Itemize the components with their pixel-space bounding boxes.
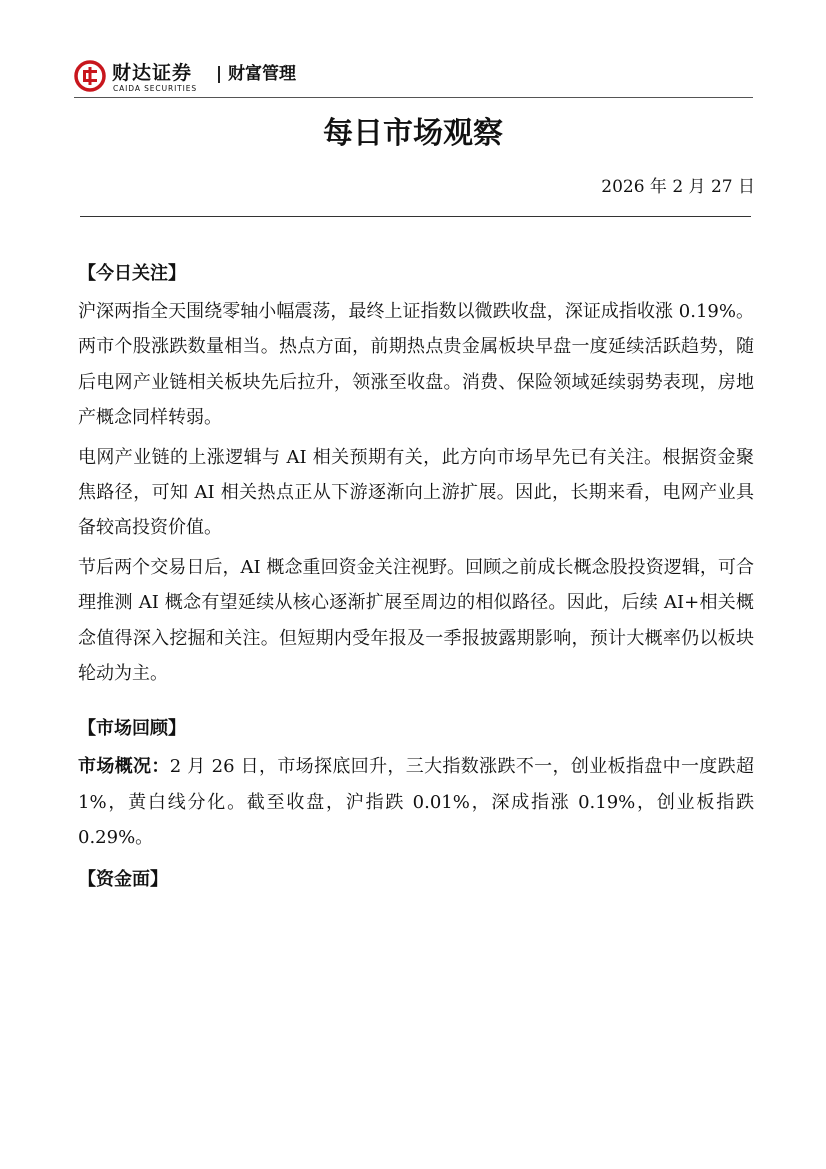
- section-heading-funds: 【资金面】: [78, 868, 168, 890]
- brand-name-cn: 财达证券: [112, 62, 193, 84]
- section-heading-focus: 【今日关注】: [78, 263, 186, 284]
- brand-separator: [218, 66, 220, 83]
- brand-subtitle: 财富管理: [228, 64, 296, 84]
- brand-name-en: CAIDA SECURITIES: [113, 84, 198, 93]
- market-overview-paragraph: [78, 749, 754, 855]
- report-body: [78, 254, 754, 900]
- focus-paragraph: 沪深两指全天围绕零轴小幅震荡，最终上证指数以微跌收盘，深证成指收涨 0.19%。两市个股涨跌数量相当。热点方面，前期热点贵金属板块早盘一度延续活跃趋势，随后电网产业链相关板块先后拉升，领涨至收盘。消费、保险领域延续弱势表现，房地产概念同样转弱。: [78, 301, 754, 429]
- market-overview-label: 市场概况：: [78, 756, 170, 778]
- section-gap: [78, 695, 754, 709]
- section-heading-review: 【市场回顾】: [78, 718, 186, 740]
- header-divider: [74, 97, 753, 98]
- caida-logo-icon: [74, 60, 106, 92]
- page-title: 每日市场观察: [323, 116, 503, 151]
- page-header: [74, 58, 754, 96]
- market-overview-text: 2 月 26 日，市场探底回升，三大指数涨跌不一，创业板指盘中一度跌超 1%，黄白线分化。截至收盘，沪指跌 0.01%，深成指涨 0.19%，创业板指跌 0.29%。: [78, 756, 754, 849]
- report-date: 2026 年 2 月 27 日: [601, 177, 755, 197]
- focus-paragraph: 节后两个交易日后，AI 概念重回资金关注视野。回顾之前成长概念股投资逻辑，可合理推测 AI 概念有望延续从核心逐渐扩展至周边的相似路径。因此，后续 AI+相关概念值得深入挖掘和关注。但短期内受年报及一季报披露期影响，预计大概率仍以板块轮动为主。: [78, 556, 754, 685]
- date-divider: [80, 216, 751, 217]
- focus-paragraph: 电网产业链的上涨逻辑与 AI 相关预期有关，此方向市场早先已有关注。根据资金聚焦路径，可知 AI 相关热点正从下游逐渐向上游扩展。因此，长期来看，电网产业具备较高投资价值。: [78, 446, 754, 539]
